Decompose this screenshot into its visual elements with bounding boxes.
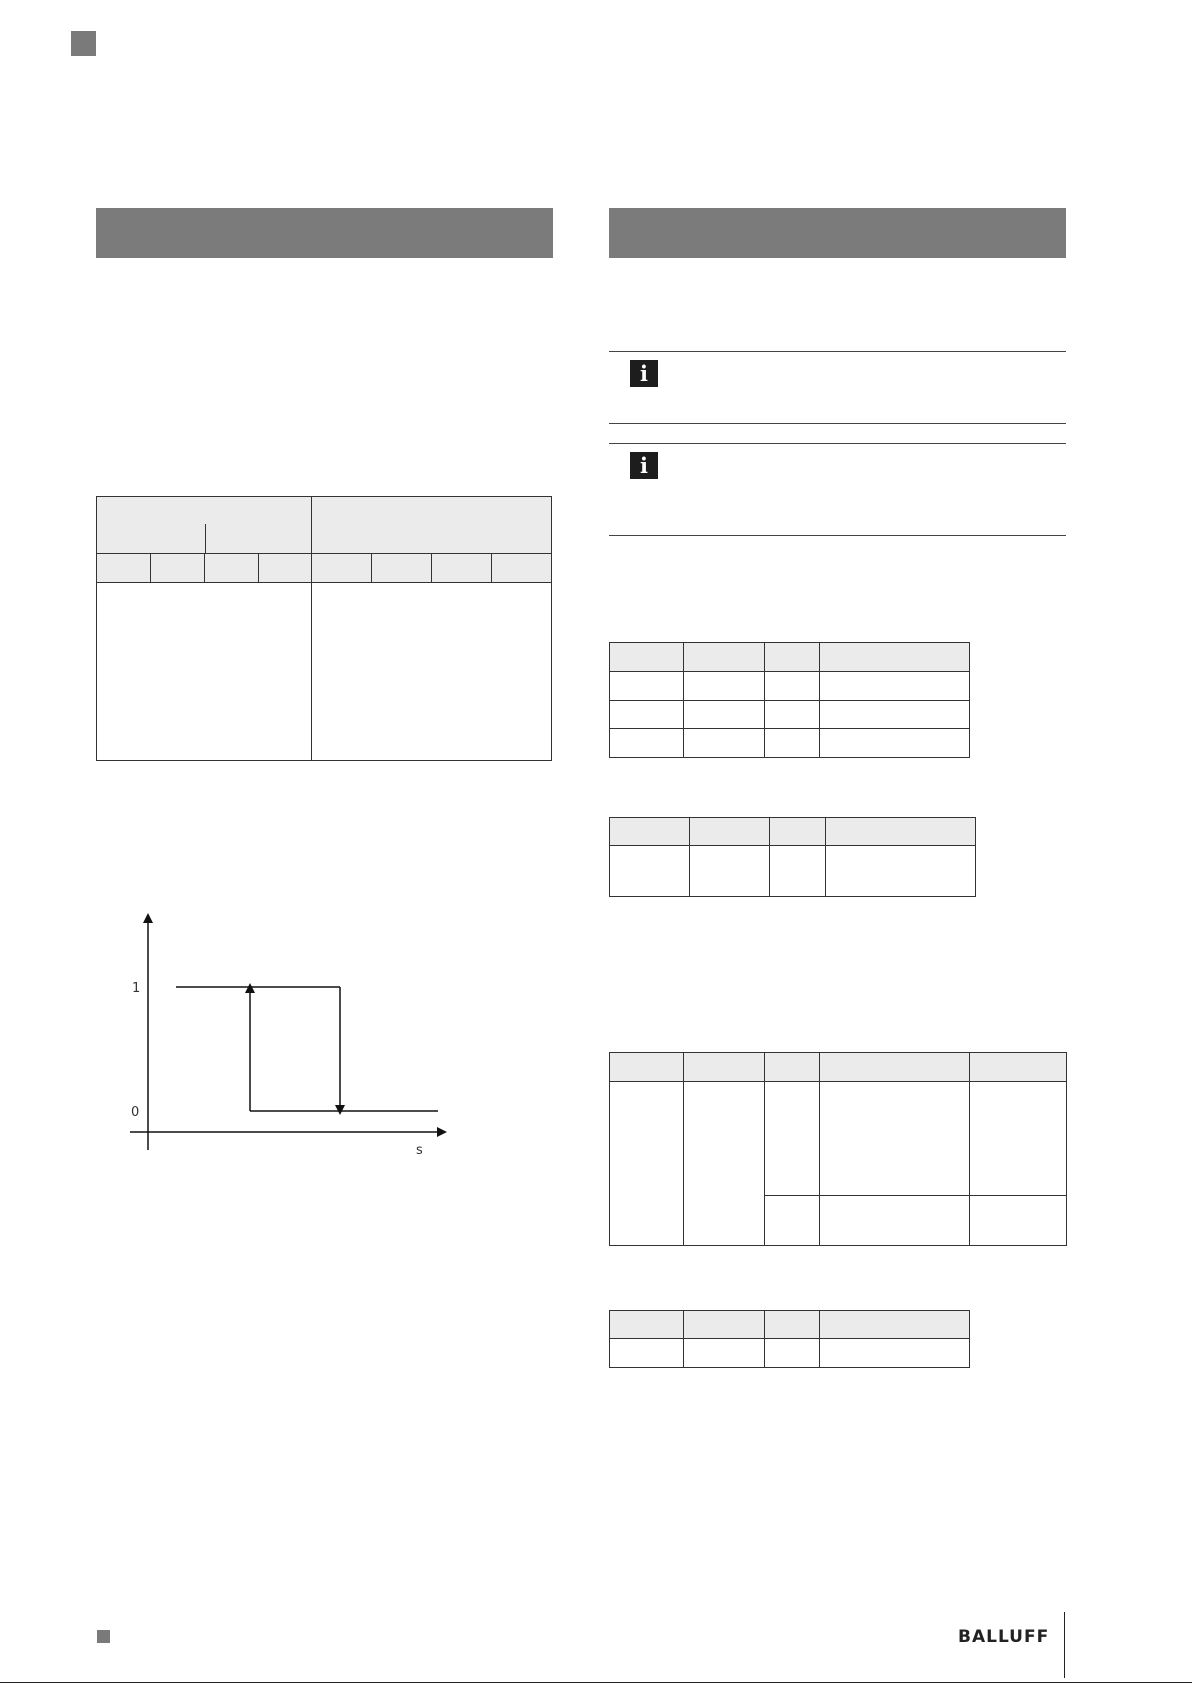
- table-header-row: [610, 643, 970, 672]
- table-cell: [820, 1196, 970, 1246]
- table-cell: [826, 818, 976, 846]
- table-cell: [610, 818, 690, 846]
- table-cell: [690, 846, 770, 897]
- footer-marker: [97, 1630, 110, 1643]
- table-cell: [684, 1082, 765, 1246]
- table-row: [610, 701, 970, 729]
- right-section-heading-bar: [609, 208, 1066, 258]
- switching-diagram: [120, 910, 460, 1160]
- table-cell: [312, 583, 552, 761]
- footer-divider: [1064, 1612, 1065, 1678]
- table-cell: [765, 1053, 820, 1082]
- table-header-row: [610, 818, 976, 846]
- table-cell: [820, 1311, 970, 1339]
- info-icon: i: [630, 452, 658, 479]
- table-cell: [765, 643, 820, 672]
- info-icon: i: [630, 360, 658, 387]
- table-cell: [770, 846, 826, 897]
- table-cell: [610, 1082, 684, 1246]
- balluff-logo: BALLUFF: [958, 1627, 1050, 1647]
- parameter-table-1: [609, 642, 970, 758]
- table-cell: [492, 554, 552, 583]
- table-cell: [684, 1053, 765, 1082]
- table-cell: [97, 554, 151, 583]
- note-2-top-rule: [609, 443, 1066, 444]
- table-cell: [826, 846, 976, 897]
- table-cell: [610, 701, 684, 729]
- table-row: [610, 672, 970, 701]
- table-cell: [690, 818, 770, 846]
- table-cell: [765, 1339, 820, 1368]
- left-section-heading-bar: [96, 208, 553, 258]
- table-header-row: [610, 1053, 1067, 1082]
- parameter-table-4: [609, 1310, 970, 1368]
- table-row: [610, 1339, 970, 1368]
- table-cell: [765, 701, 820, 729]
- table-cell: [970, 1196, 1067, 1246]
- table-cell: [610, 672, 684, 701]
- table-cell: [820, 1339, 970, 1368]
- header-divider: [205, 524, 206, 554]
- note-1-bottom-rule: [609, 423, 1066, 424]
- table-cell: [820, 643, 970, 672]
- y-label-low: 0: [131, 1105, 140, 1120]
- table-cell: [765, 729, 820, 758]
- table-cell: [684, 701, 765, 729]
- table-cell: [684, 1339, 765, 1368]
- table-cell: [684, 729, 765, 758]
- table-cell: [432, 554, 492, 583]
- table-cell: [765, 1196, 820, 1246]
- table-row: [610, 729, 970, 758]
- x-label: s: [416, 1143, 423, 1158]
- table-cell: [610, 1053, 684, 1082]
- table-cell: [765, 1082, 820, 1196]
- table-cell: [151, 554, 205, 583]
- table-cell: [372, 554, 432, 583]
- table-header-cell: [312, 497, 552, 554]
- table-subheader-row: [97, 554, 552, 583]
- table-header-row: [97, 497, 552, 554]
- table-header-row: [610, 1311, 970, 1339]
- page-bottom-rule: [0, 1682, 1192, 1683]
- table-cell: [970, 1082, 1067, 1196]
- table-row: [610, 846, 976, 897]
- header-marker: [71, 31, 96, 56]
- table-cell: [770, 818, 826, 846]
- note-2-bottom-rule: [609, 535, 1066, 536]
- table-row: [610, 1082, 1067, 1196]
- table-cell: [820, 1053, 970, 1082]
- table-cell: [820, 701, 970, 729]
- bit-assignment-table: [96, 496, 552, 761]
- table-cell: [684, 672, 765, 701]
- note-1-top-rule: [609, 351, 1066, 352]
- table-cell: [820, 1082, 970, 1196]
- table-row: [97, 583, 552, 761]
- table-cell: [312, 554, 372, 583]
- table-cell: [820, 672, 970, 701]
- table-cell: [610, 643, 684, 672]
- table-cell: [205, 554, 259, 583]
- table-cell: [820, 729, 970, 758]
- table-cell: [970, 1053, 1067, 1082]
- table-cell: [610, 1339, 684, 1368]
- table-cell: [684, 643, 765, 672]
- parameter-table-3: [609, 1052, 1067, 1246]
- table-cell: [610, 729, 684, 758]
- table-cell: [765, 672, 820, 701]
- table-cell: [765, 1311, 820, 1339]
- table-cell: [610, 1311, 684, 1339]
- table-cell: [684, 1311, 765, 1339]
- parameter-table-2: [609, 817, 976, 897]
- table-cell: [610, 846, 690, 897]
- table-header-cell: [97, 497, 312, 554]
- table-cell: [97, 583, 312, 761]
- table-cell: [259, 554, 312, 583]
- y-label-high: 1: [132, 981, 141, 996]
